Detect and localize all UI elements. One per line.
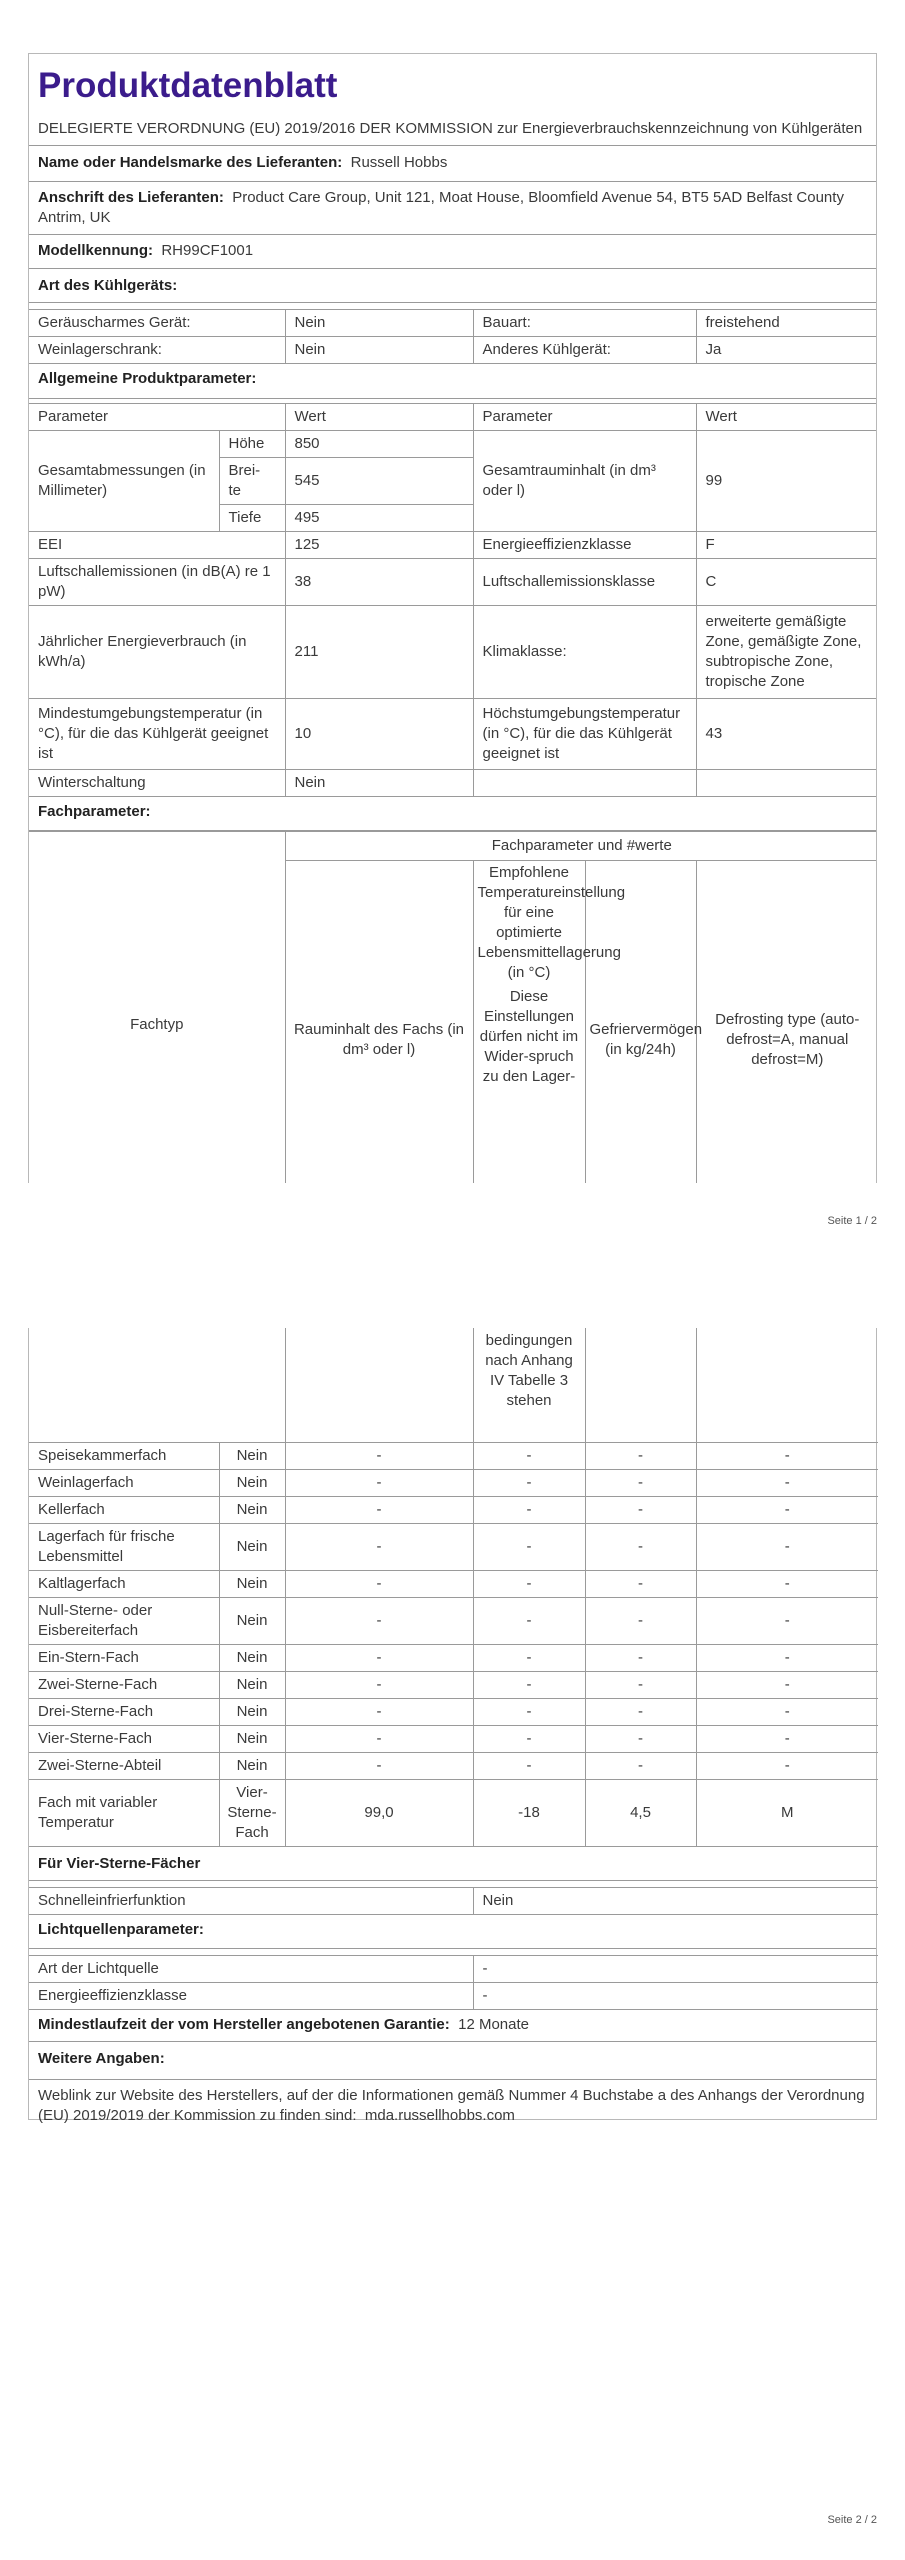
compartment-defrost: - [696, 1645, 878, 1672]
compartment-name: Vier-Sterne-Fach [29, 1726, 219, 1753]
light-class-label: Energieeffizienzklasse [29, 1983, 473, 2010]
compartment-present: Vier-Sterne-Fach [219, 1780, 285, 1847]
compartment-temp: - [473, 1753, 585, 1780]
empty-cell [29, 1328, 285, 1443]
annual-energy-value: 211 [285, 606, 473, 699]
low-noise-value: Nein [285, 310, 473, 337]
compartment-freeze: 4,5 [585, 1780, 696, 1847]
light-type-value: - [473, 1956, 878, 1983]
col-defrost-type: Defrosting type (auto-defrost=A, manual defrost=M) [696, 861, 877, 1184]
compartment-defrost: - [696, 1598, 878, 1645]
compartment-present: Nein [219, 1443, 285, 1470]
address-label: Anschrift des Lieferanten: [38, 189, 224, 206]
compartment-defrost: - [696, 1672, 878, 1699]
compartment-name: Speisekammerfach [29, 1443, 219, 1470]
further-info-text: Weblink zur Website des Herstellers, auf der die Informationen gemäß Nummer 4 Buchstabe a des Anhangs der Verordnung (EU) 2019/2019 der Kommission zu finden sind: [38, 2087, 865, 2124]
compartment-header-table [29, 831, 877, 1183]
table-row [29, 1726, 878, 1753]
compartment-name: Zwei-Sterne-Abteil [29, 1753, 219, 1780]
col-param-1: Parameter [29, 404, 285, 431]
datasheet-page-2 [28, 1328, 877, 2124]
min-temp-value: 10 [285, 699, 473, 770]
compartment-table [29, 1328, 878, 1847]
header [29, 54, 876, 146]
compartment-temp: - [473, 1497, 585, 1524]
compartment-freeze: - [585, 1571, 696, 1598]
page-title: Produktdatenblatt [38, 66, 338, 105]
dimensions-label: Gesamtabmessungen (in Millimeter) [29, 431, 219, 532]
model-label: Modellkennung: [38, 242, 153, 259]
col-recommended-temp [473, 861, 626, 1184]
depth-label: Tiefe [219, 505, 285, 532]
table-row [29, 1699, 878, 1726]
warranty-row [29, 2010, 876, 2042]
compartment-name: Ein-Stern-Fach [29, 1645, 219, 1672]
compartment-temp: - [473, 1470, 585, 1497]
address-value: Product Care Group, Unit 121, Moat House, Bloomfield Avenue 54, BT5 5AD Belfast County Antrim, UK [38, 189, 844, 226]
col-recommended-temp-cont: bedingungen nach Anhang IV Tabelle 3 stehen [473, 1328, 585, 1443]
empty-cell [585, 1328, 696, 1443]
compartment-defrost: - [696, 1753, 878, 1780]
compartment-freeze: - [585, 1443, 696, 1470]
compartment-freeze: - [585, 1524, 696, 1571]
noise-value: 38 [285, 559, 473, 606]
compartment-defrost: - [696, 1699, 878, 1726]
further-info-heading: Weitere Angaben: [29, 2042, 876, 2080]
eei-label: EEI [29, 532, 285, 559]
winter-switch-value: Nein [285, 770, 473, 797]
model-value: RH99CF1001 [161, 242, 254, 259]
compartment-rows [29, 1443, 878, 1847]
empty-cell [696, 770, 877, 797]
design-value: freistehend [696, 310, 877, 337]
fast-freeze-label: Schnelleinfrierfunktion [29, 1888, 473, 1915]
noise-label: Luftschallemissionen (in dB(A) re 1 pW) [29, 559, 285, 606]
page-2 [0, 1320, 905, 2560]
supplier-value: Russell Hobbs [350, 154, 448, 171]
compartment-name: Kaltlagerfach [29, 1571, 219, 1598]
compartment-present: Nein [219, 1645, 285, 1672]
other-appliance-value: Ja [696, 337, 877, 364]
col-freezing-capacity: Gefriervermögen (in kg/24h) [585, 861, 696, 1184]
compartment-present: Nein [219, 1753, 285, 1780]
table-row [29, 1645, 878, 1672]
winter-switch-label: Winterschaltung [29, 770, 285, 797]
energy-class-value: F [696, 532, 877, 559]
compartment-temp: - [473, 1598, 585, 1645]
compartment-freeze: - [585, 1753, 696, 1780]
empty-cell [473, 770, 696, 797]
compartment-present: Nein [219, 1672, 285, 1699]
page-number-2: Seite 2 / 2 [827, 2514, 877, 2526]
table-row [29, 1497, 878, 1524]
manufacturer-link[interactable]: mda.russellhobbs.com [364, 2107, 515, 2124]
compartment-defrost: M [696, 1780, 878, 1847]
compartment-name: Drei-Sterne-Fach [29, 1699, 219, 1726]
table-row [29, 1443, 878, 1470]
compartment-freeze: - [585, 1672, 696, 1699]
compartment-defrost: - [696, 1497, 878, 1524]
low-noise-label: Geräuscharmes Gerät: [29, 310, 285, 337]
compartment-defrost: - [696, 1571, 878, 1598]
four-star-heading: Für Vier-Sterne-Fächer [29, 1847, 876, 1881]
eei-value: 125 [285, 532, 473, 559]
compartment-volume: - [285, 1753, 473, 1780]
compartment-defrost: - [696, 1443, 878, 1470]
col-group-header: Fachparameter und #werte [285, 832, 877, 861]
light-class-value: - [473, 1983, 878, 2010]
fast-freeze-value: Nein [473, 1888, 878, 1915]
compartment-temp: - [473, 1443, 585, 1470]
annual-energy-label: Jährlicher Energieverbrauch (in kWh/a) [29, 606, 285, 699]
compartment-temp: -18 [473, 1780, 585, 1847]
table-row [29, 1598, 878, 1645]
compartment-freeze: - [585, 1470, 696, 1497]
compartment-volume: 99,0 [285, 1780, 473, 1847]
compartment-volume: - [285, 1571, 473, 1598]
four-star-table [29, 1887, 878, 1915]
table-row [29, 1780, 878, 1847]
compartment-name: Zwei-Sterne-Fach [29, 1672, 219, 1699]
page-number-1: Seite 1 / 2 [827, 1215, 877, 1227]
compartment-volume: - [285, 1443, 473, 1470]
warranty-value: 12 Monate [458, 2016, 529, 2033]
compartment-present: Nein [219, 1726, 285, 1753]
design-label: Bauart: [473, 310, 696, 337]
supplier-label: Name oder Handelsmarke des Lieferanten: [38, 154, 343, 171]
regulation-subtitle: DELEGIERTE VERORDNUNG (EU) 2019/2016 DER KOMMISSION zur Energieverbrauchskennzeichnung von Kühlgeräten [38, 120, 863, 137]
volume-label: Gesamtrauminhalt (in dm³ oder l) [473, 431, 696, 532]
depth-value: 495 [285, 505, 473, 532]
max-temp-value: 43 [696, 699, 877, 770]
supplier-row [29, 146, 876, 182]
compartment-temp: - [473, 1699, 585, 1726]
col-compartment-type: Fachtyp [29, 832, 285, 1184]
empty-cell [696, 1328, 878, 1443]
min-temp-label: Mindestumgebungstemperatur (in °C), für die das Kühlgerät geeignet ist [29, 699, 285, 770]
compartment-temp: - [473, 1726, 585, 1753]
table-row [29, 1571, 878, 1598]
noise-class-value: C [696, 559, 877, 606]
light-source-heading: Lichtquellenparameter: [29, 1915, 876, 1949]
height-value: 850 [285, 431, 473, 458]
climate-class-label: Klimaklasse: [473, 606, 696, 699]
width-value: 545 [285, 458, 473, 505]
table-row [29, 1470, 878, 1497]
col-param-2: Parameter [473, 404, 696, 431]
other-appliance-label: Anderes Kühlgerät: [473, 337, 696, 364]
climate-class-value: erweiterte gemäßigte Zone, gemäßigte Zone, subtropische Zone, tropische Zone [696, 606, 877, 699]
col-value-2: Wert [696, 404, 877, 431]
compartment-volume: - [285, 1598, 473, 1645]
compartment-present: Nein [219, 1699, 285, 1726]
compartment-volume: - [285, 1497, 473, 1524]
energy-class-label: Energieeffizienzklasse [473, 532, 696, 559]
light-source-table [29, 1955, 878, 2010]
compartment-present: Nein [219, 1470, 285, 1497]
compartment-defrost: - [696, 1524, 878, 1571]
compartment-freeze: - [585, 1497, 696, 1524]
wine-cabinet-value: Nein [285, 337, 473, 364]
empty-cell [285, 1328, 473, 1443]
compartment-volume: - [285, 1524, 473, 1571]
compartment-volume: - [285, 1645, 473, 1672]
compartment-name: Null-Sterne- oder Eisbereiterfach [29, 1598, 219, 1645]
col-value-1: Wert [285, 404, 473, 431]
general-params-heading: Allgemeine Produktparameter: [29, 364, 876, 399]
compartment-volume: - [285, 1470, 473, 1497]
table-row [29, 1753, 878, 1780]
warranty-label: Mindestlaufzeit der vom Hersteller angebotenen Garantie: [38, 2016, 450, 2033]
noise-class-label: Luftschallemissionsklasse [473, 559, 696, 606]
datasheet-page-1 [28, 53, 877, 1183]
general-params-table [29, 403, 877, 797]
compartment-present: Nein [219, 1524, 285, 1571]
col-recommended-temp-text: Empfohlene Temperatureinstellung für eine optimierte Lebensmittellagerung (in °C) [477, 864, 626, 981]
appliance-type-table [29, 309, 877, 364]
compartment-name: Weinlagerfach [29, 1470, 219, 1497]
compartment-defrost: - [696, 1470, 878, 1497]
table-row [29, 1524, 878, 1571]
wine-cabinet-label: Weinlagerschrank: [29, 337, 285, 364]
compartment-name: Kellerfach [29, 1497, 219, 1524]
compartment-name: Fach mit variabler Temperatur [29, 1780, 219, 1847]
compartment-name: Lagerfach für frische Lebensmittel [29, 1524, 219, 1571]
compartment-temp: - [473, 1571, 585, 1598]
compartment-present: Nein [219, 1598, 285, 1645]
compartment-volume: - [285, 1672, 473, 1699]
width-label: Brei- te [219, 458, 285, 505]
compartment-params-heading: Fachparameter: [29, 797, 876, 831]
col-recommended-temp-note: Diese Einstellungen dürfen nicht im Wider-spruch zu den Lager- [479, 988, 579, 1085]
volume-value: 99 [696, 431, 877, 532]
height-label: Höhe [219, 431, 285, 458]
further-info-row [29, 2080, 876, 2130]
compartment-temp: - [473, 1524, 585, 1571]
compartment-freeze: - [585, 1645, 696, 1672]
compartment-present: Nein [219, 1497, 285, 1524]
compartment-freeze: - [585, 1726, 696, 1753]
appliance-type-heading: Art des Kühlgeräts: [29, 269, 876, 303]
address-row [29, 182, 876, 235]
max-temp-label: Höchstumgebungstemperatur (in °C), für die das Kühlgerät geeignet ist [473, 699, 696, 770]
compartment-temp: - [473, 1645, 585, 1672]
compartment-volume: - [285, 1699, 473, 1726]
compartment-volume: - [285, 1726, 473, 1753]
light-type-label: Art der Lichtquelle [29, 1956, 473, 1983]
model-row [29, 235, 876, 269]
page-1 [0, 0, 905, 1230]
compartment-present: Nein [219, 1571, 285, 1598]
col-compartment-volume: Rauminhalt des Fachs (in dm³ oder l) [285, 861, 473, 1184]
compartment-defrost: - [696, 1726, 878, 1753]
compartment-temp: - [473, 1672, 585, 1699]
table-row [29, 1672, 878, 1699]
compartment-freeze: - [585, 1598, 696, 1645]
compartment-freeze: - [585, 1699, 696, 1726]
